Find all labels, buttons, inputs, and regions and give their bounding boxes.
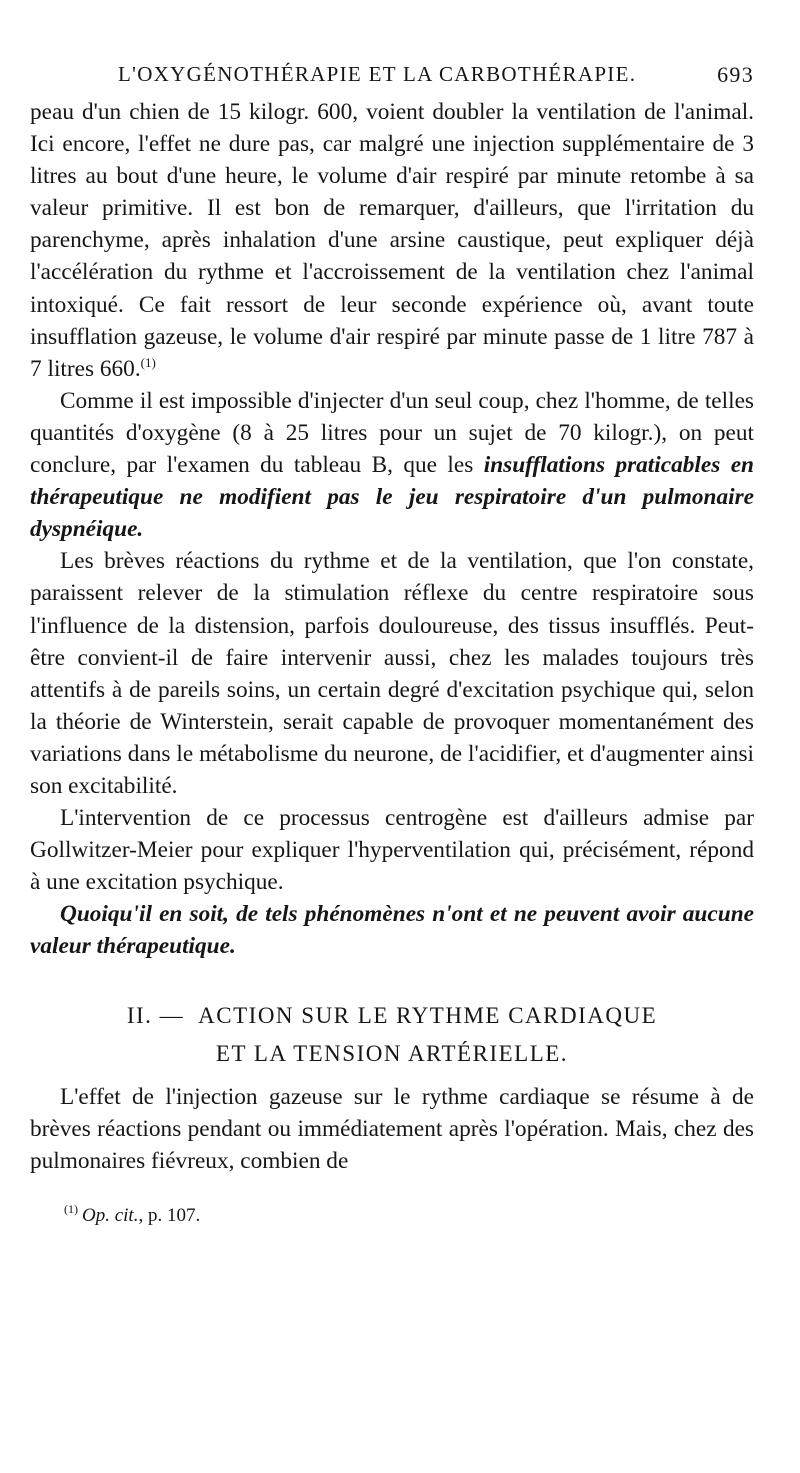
paragraph-5: Quoiqu'il en soit, de tels phénomènes n'ont et ne peuvent avoir aucune valeur thérapeutique. xyxy=(30,901,754,960)
section-title-line-2: ET LA TENSION ARTÉRIELLE. xyxy=(215,1040,569,1066)
section-heading xyxy=(30,997,754,1073)
footnote xyxy=(30,1203,754,1229)
section-title-line-1: ACTION SUR LE RYTHME CARDIAQUE xyxy=(198,1002,658,1028)
paragraph-2-text: Comme il est impossible d'injecter d'un seul coup, chez l'homme, de telles quantités d'oxygène (8 à 25 litres pour un sujet de 70 kilogr.), on peut conclure, par l'examen du tableau B, que les xyxy=(30,387,754,479)
page-number: 693 xyxy=(717,62,754,87)
paragraph-2 xyxy=(30,385,754,545)
book-page xyxy=(30,62,754,1229)
section-heading-line-1 xyxy=(30,997,754,1035)
paragraph-2-emphasis: insufflations praticables en thérapeutique ne modifient pas le jeu respiratoire d'un pulmonaire dyspnéique. xyxy=(30,452,754,543)
running-head-title: L'OXYGÉNOTHÉRAPIE ET LA CARBOTHÉRAPIE. xyxy=(118,62,637,86)
running-head xyxy=(30,62,754,96)
footnote-mark: (1) xyxy=(64,1201,78,1216)
paragraph-1-text: peau d'un chien de 15 kilogr. 600, voient doubler la ventilation de l'animal. Ici encore, l'effet ne dure pas, car malgré une injection supplémentaire de 3 litres au bout d'une heure, le volume d'air respiré par minute retombe à sa valeur primitive. Il est bon de remarquer, d'ailleurs, que l'irritation du parenchyme, après inhalation d'une arsine caustique, peut expliquer déjà l'accélération du rythme et l'accroissement de la ventilation chez l'animal intoxiqué. Ce fait ressort de leur seconde expérience où, avant toute insufflation gazeuse, le volume d'air respiré par minute passe de 1 litre 787 à 7 litres 660. xyxy=(30,99,754,382)
paragraph-3: Les brèves réactions du rythme et de la ventilation, que l'on constate, paraissent relever de la stimulation réflexe du centre respiratoire sous l'influence de la distension, parfois douloureuse, des tissus insufflés. Peut-être convient-il de faire intervenir aussi, chez les malades toujours très attentifs à de pareils soins, un certain degré d'excitation psychique qui, selon la théorie de Winterstein, serait capable de provoquer momentanément des variations dans le métabolisme du neurone, de l'acidifier, et d'augmenter ainsi son excitabilité. xyxy=(30,548,754,799)
paragraph-6: L'effet de l'injection gazeuse sur le rythme cardiaque se résume à de brèves réactions pendant ou immédiatement après l'opération. Mais, chez des pulmonaires fiévreux, combien de xyxy=(30,1083,754,1174)
footnote-citation: Op. cit. xyxy=(82,1204,139,1226)
paragraph-4: L'intervention de ce processus centrogène est d'ailleurs admise par Gollwitzer-Meier pour expliquer l'hyperventilation qui, précisément, répond à une excitation psychique. xyxy=(30,805,754,896)
section-number: II. — xyxy=(126,1002,185,1028)
footnote-reference: (1) xyxy=(140,354,156,370)
footnote-page: , p. 107. xyxy=(138,1204,201,1226)
paragraph-1 xyxy=(30,96,754,385)
